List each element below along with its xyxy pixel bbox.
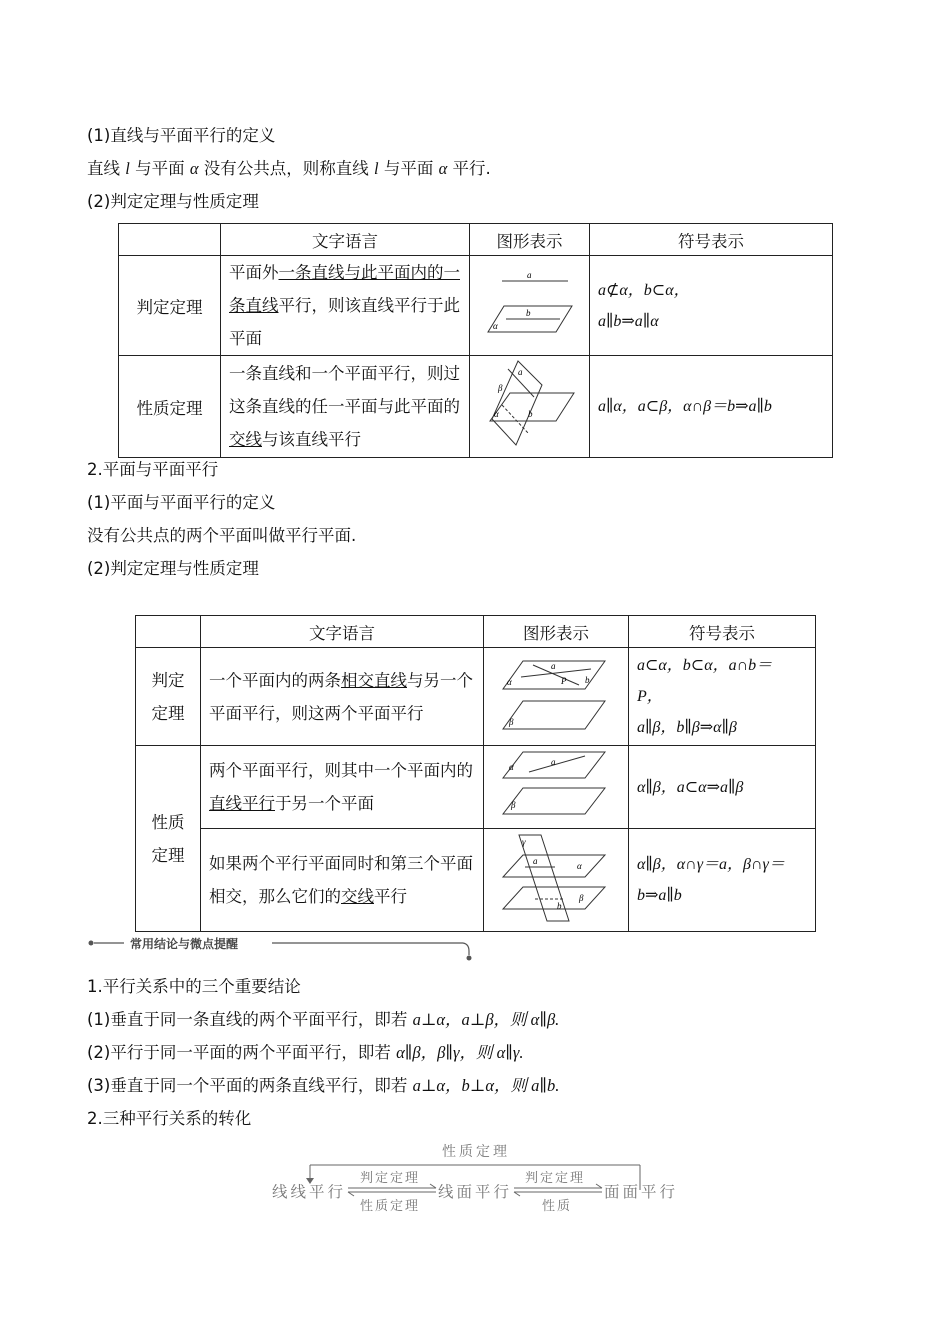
- table1-header-figure: 图形表示: [470, 224, 590, 256]
- tip-banner: [88, 933, 473, 963]
- svg-text:a: a: [526, 269, 531, 280]
- heading-theorems-2: (2)判定定理与性质定理: [87, 559, 259, 578]
- line-parallel-plane-figure: [480, 259, 580, 349]
- flow-node-plane-plane: 面面平行: [604, 1183, 679, 1201]
- parallel-conversion-diagram: [270, 1138, 690, 1218]
- conversion-heading: 2.三种平行关系的转化: [87, 1109, 252, 1128]
- table1-header-symbol: 符号表示: [590, 224, 833, 256]
- table1-row1-text: 平面外一条直线与此平面内的一条直线平行，则该直线平行于此平面: [221, 256, 470, 356]
- svg-text:α: α: [493, 408, 499, 419]
- two-planes-intersecting-lines-figure: [493, 649, 619, 741]
- flow-arrow2-down-label: 性质: [542, 1199, 573, 1214]
- flow-arrow1-up-label: 判定定理: [360, 1171, 421, 1186]
- table2-header-empty: [136, 616, 201, 648]
- svg-text:b: b: [557, 901, 562, 911]
- heading-theorems-1: (2)判定定理与性质定理: [87, 192, 259, 211]
- table1-row2-figure: [470, 356, 590, 458]
- table2-row3-symbol: α∥β，α∩γ＝a，β∩γ＝ b⇒a∥b: [629, 829, 816, 932]
- table2-row1-text: 一个平面内的两条相交直线与另一个平面平行，则这两个平面平行: [201, 648, 484, 746]
- svg-text:b: b: [527, 408, 532, 419]
- table1-header-text: 文字语言: [221, 224, 470, 256]
- svg-text:β: β: [579, 893, 584, 903]
- conclusion-1: (1)垂直于同一条直线的两个平面平行，即若 a⊥α，a⊥β，则 α∥β.: [87, 1010, 560, 1029]
- svg-text:α: α: [507, 676, 512, 687]
- flow-arrow1-down-label: 性质定理: [360, 1199, 421, 1214]
- table2-row3-text: 如果两个平行平面同时和第三个平面相交，那么它们的交线平行: [201, 829, 484, 932]
- svg-text:β: β: [511, 800, 516, 810]
- table1-row1-label: 判定定理: [119, 256, 221, 356]
- svg-text:a: a: [551, 660, 556, 671]
- svg-text:P: P: [561, 675, 567, 686]
- table2-row2-label: 性质定理: [136, 746, 201, 932]
- heading-plane-plane: 2.平面与平面平行: [87, 460, 219, 479]
- table2-header-text: 文字语言: [201, 616, 484, 648]
- table1-row2-text: 一条直线和一个平面平行，则过这条直线的任一平面与此平面的交线与该直线平行: [221, 356, 470, 458]
- plane-intersection-figure: [480, 357, 580, 453]
- theorem-table-plane-plane: [135, 615, 816, 932]
- svg-text:a: a: [551, 757, 556, 767]
- flow-arrow2-up-label: 判定定理: [525, 1171, 586, 1186]
- table2-row3-figure: [484, 829, 629, 932]
- svg-text:a: a: [517, 366, 522, 377]
- theorem-table-line-plane: [118, 223, 833, 458]
- heading-line-plane-definition: (1)直线与平面平行的定义: [87, 126, 276, 145]
- svg-text:a: a: [533, 856, 538, 866]
- svg-text:α: α: [577, 861, 582, 871]
- third-plane-intersection-figure: [493, 829, 619, 927]
- definition-plane-plane: 没有公共点的两个平面叫做平行平面.: [87, 526, 357, 545]
- table2-row2-symbol: α∥β，a⊂α⇒a∥β: [629, 746, 816, 829]
- table1-row2-label: 性质定理: [119, 356, 221, 458]
- table1-row1-symbol: a⊄α，b⊂α， a∥b⇒a∥α: [590, 256, 833, 356]
- flow-top-label: 性质定理: [442, 1144, 510, 1160]
- table2-row1-label: 判定定理: [136, 648, 201, 746]
- table2-header-symbol: 符号表示: [629, 616, 816, 648]
- table2-row2-figure: [484, 746, 629, 829]
- definition-line-plane: 直线 l 与平面 α 没有公共点，则称直线 l 与平面 α 平行.: [87, 159, 491, 178]
- table2-row1-symbol: a⊂α，b⊂α，a∩b＝ P， a∥β，b∥β⇒α∥β: [629, 648, 816, 746]
- table2-row2-text: 两个平面平行，则其中一个平面内的直线平行于另一个平面: [201, 746, 484, 829]
- svg-text:α: α: [509, 762, 514, 772]
- svg-text:α: α: [492, 320, 498, 331]
- table1-header-empty: [119, 224, 221, 256]
- svg-text:β: β: [509, 716, 514, 727]
- table1-row1-figure: [470, 256, 590, 356]
- parallel-planes-line-figure: [493, 746, 619, 824]
- conclusions-heading: 1.平行关系中的三个重要结论: [87, 977, 301, 996]
- svg-text:γ: γ: [522, 837, 526, 847]
- flow-node-line-line: 线线平行: [272, 1183, 347, 1201]
- table2-row1-figure: [484, 648, 629, 746]
- svg-text:b: b: [585, 674, 590, 685]
- conclusion-3: (3)垂直于同一个平面的两条直线平行，即若 a⊥α，b⊥α，则 a∥b.: [87, 1076, 560, 1095]
- tip-title: 常用结论与微点提醒: [130, 937, 239, 951]
- conclusion-2: (2)平行于同一平面的两个平面平行，即若 α∥β，β∥γ，则 α∥γ.: [87, 1043, 524, 1062]
- svg-text:b: b: [525, 307, 530, 318]
- heading-plane-plane-definition: (1)平面与平面平行的定义: [87, 493, 276, 512]
- flow-node-line-plane: 线面平行: [438, 1183, 513, 1201]
- svg-text:β: β: [497, 382, 502, 393]
- table1-row2-symbol: a∥α，a⊂β，α∩β＝b⇒a∥b: [590, 356, 833, 458]
- table2-header-figure: 图形表示: [484, 616, 629, 648]
